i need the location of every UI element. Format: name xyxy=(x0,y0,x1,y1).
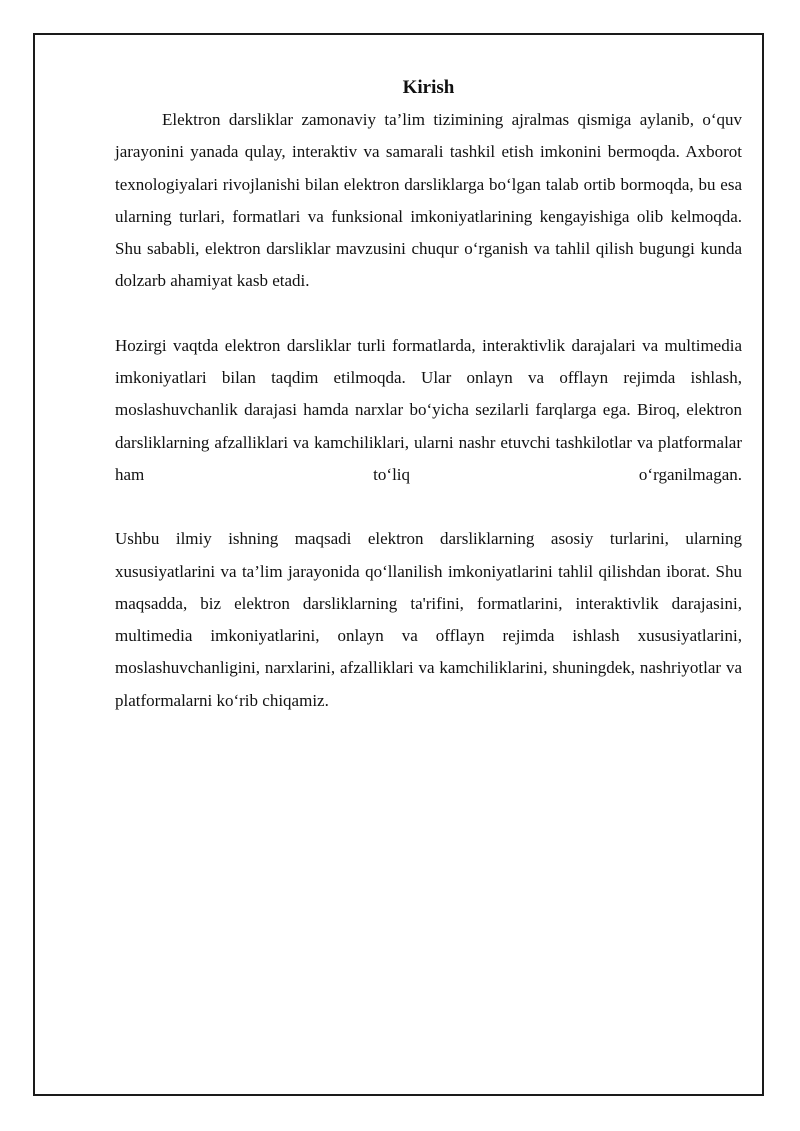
paragraph-goal: Ushbu ilmiy ishning maqsadi elektron darsliklarning asosiy turlarini, ularning xususiyatlarini va ta’lim jarayonida qo‘llanilish imkoniyatlarini tahlil qilishdan iborat. Shu maqsadda, biz elektron darsliklarning ta'rifini, formatlarini, interaktivlik darajasini, multimedia imkoniyatlarini, onlayn va offlayn rejimda ishlash xususiyatlarini, moslashuvchanligini, narxlarini, afzalliklari va kamchiliklarini, shuningdek, nashriyotlar va platformalarni ko‘rib chiqamiz. xyxy=(115,529,742,710)
paragraph-spacer xyxy=(115,491,742,523)
paragraph-current-state: Hozirgi vaqtda elektron darsliklar turli formatlarda, interaktivlik darajalari va multimedia imkoniyatlari bilan taqdim etilmoqda. Ular onlayn va offlayn rejimda ishlash, moslashuvchanlik darajasi hamda narxlar bo‘yicha sezilarli farqlarga ega. Biroq, elektron darsliklarning afzalliklari va kamchiliklari, ularni nashr etuvchi tashkilotlar va platformalar ham to‘liq o‘rganilmagan. xyxy=(115,335,742,484)
paragraph-intro: Elektron darsliklar zamonaviy ta’lim tizimining ajralmas qismiga aylanib, o‘quv jarayonini yanada qulay, interaktiv va samarali tashkil etish imkonini bermoqda. Axborot texnologiyalari rivojlanishi bilan elektron darsliklarga bo‘lgan talab ortib bormoqda, bu esa ularning turlari, formatlari va funksional imkoniyatlarining kengayishiga olib kelmoqda. Shu sababli, elektron darsliklar mavzusini chuqur o‘rganish va tahlil qilish bugungi kunda dolzarb ahamiyat kasb etadi. xyxy=(115,110,742,291)
document-title: Kirish xyxy=(402,77,455,98)
paragraph-spacer xyxy=(115,298,742,330)
document-body xyxy=(115,72,742,717)
